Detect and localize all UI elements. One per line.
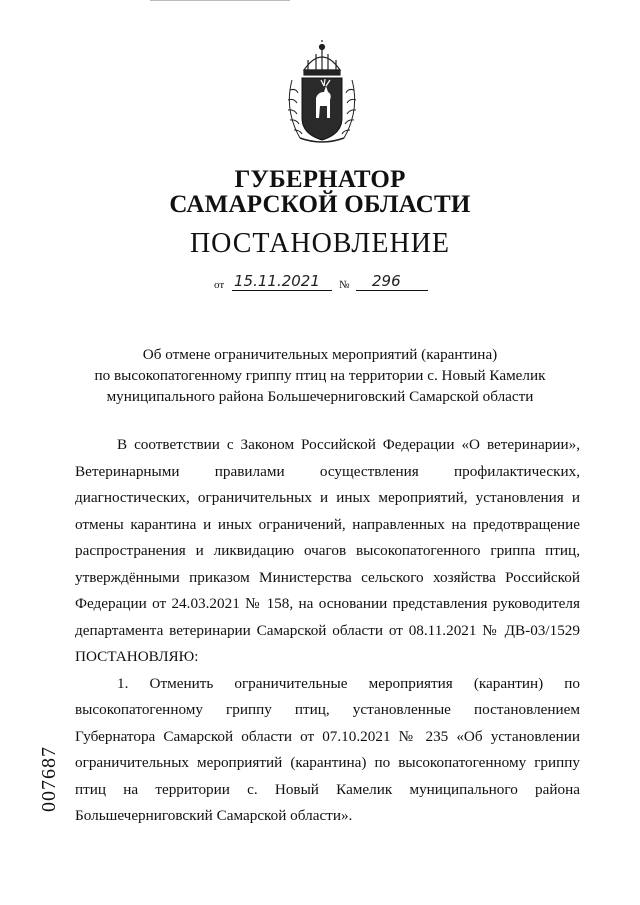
authority-title-line1: ГУБЕРНАТОР: [234, 166, 406, 193]
body-line: распространения и ликвидацию очагов высокопатогенного гриппа птиц,: [75, 542, 580, 559]
body-line: птиц на территории с. Новый Камелик муниципального района: [75, 780, 580, 798]
body-line: ограничительных мероприятий (карантина) по высокопатогенному гриппу: [75, 754, 580, 771]
body-line: 1. Отменить ограничительные мероприятия (карантин) по: [117, 674, 580, 692]
number-value: 296: [356, 272, 428, 291]
number-prefix: №: [339, 279, 350, 291]
body-line: утверждёнными приказом Министерства сельского хозяйства Российской: [75, 568, 580, 586]
document-body: [75, 432, 580, 830]
date-number-line: [0, 272, 640, 294]
body-line: отмены карантина и иных ограничений, направленных на предотвращение: [75, 515, 580, 533]
body-line: В соответствии с Законом Российской Федерации «О ветеринарии»,: [117, 436, 580, 453]
registration-number: 007687: [38, 746, 60, 812]
resolution-word: ПОСТАНОВЛЯЮ:: [75, 648, 199, 665]
samara-coat-of-arms-icon: [282, 40, 362, 150]
body-line: Федерации от 24.03.2021 № 158, на основании представления руководителя: [75, 595, 580, 612]
body-line: Ветеринарными правилами осуществления профилактических,: [75, 462, 580, 480]
body-line: департамента ветеринарии Самарской области от 08.11.2021 № ДВ-03/1529: [75, 621, 580, 639]
body-line: Губернатора Самарской области от 07.10.2021 № 235 «Об установлении: [75, 727, 580, 745]
title-line: по высокопатогенному гриппу птиц на территории с. Новый Камелик: [94, 367, 546, 384]
top-edge-line: [150, 0, 290, 1]
document-type: ПОСТАНОВЛЕНИЕ: [189, 228, 451, 259]
date-prefix: от: [214, 279, 225, 291]
body-line: диагностических, ограничительных и иных мероприятий, установления и: [75, 489, 580, 506]
date-value: 15.11.2021: [232, 272, 332, 291]
title-line: муниципального района Большечерниговский Самарской области: [106, 388, 534, 405]
body-line: высокопатогенному гриппу птиц, установленные постановлением: [75, 701, 580, 718]
document-title: [60, 344, 580, 407]
authority-title-line2: САМАРСКОЙ ОБЛАСТИ: [169, 191, 471, 218]
body-line: Большечерниговский Самарской области».: [75, 807, 353, 824]
title-line: Об отмене ограничительных мероприятий (карантина): [142, 346, 498, 363]
